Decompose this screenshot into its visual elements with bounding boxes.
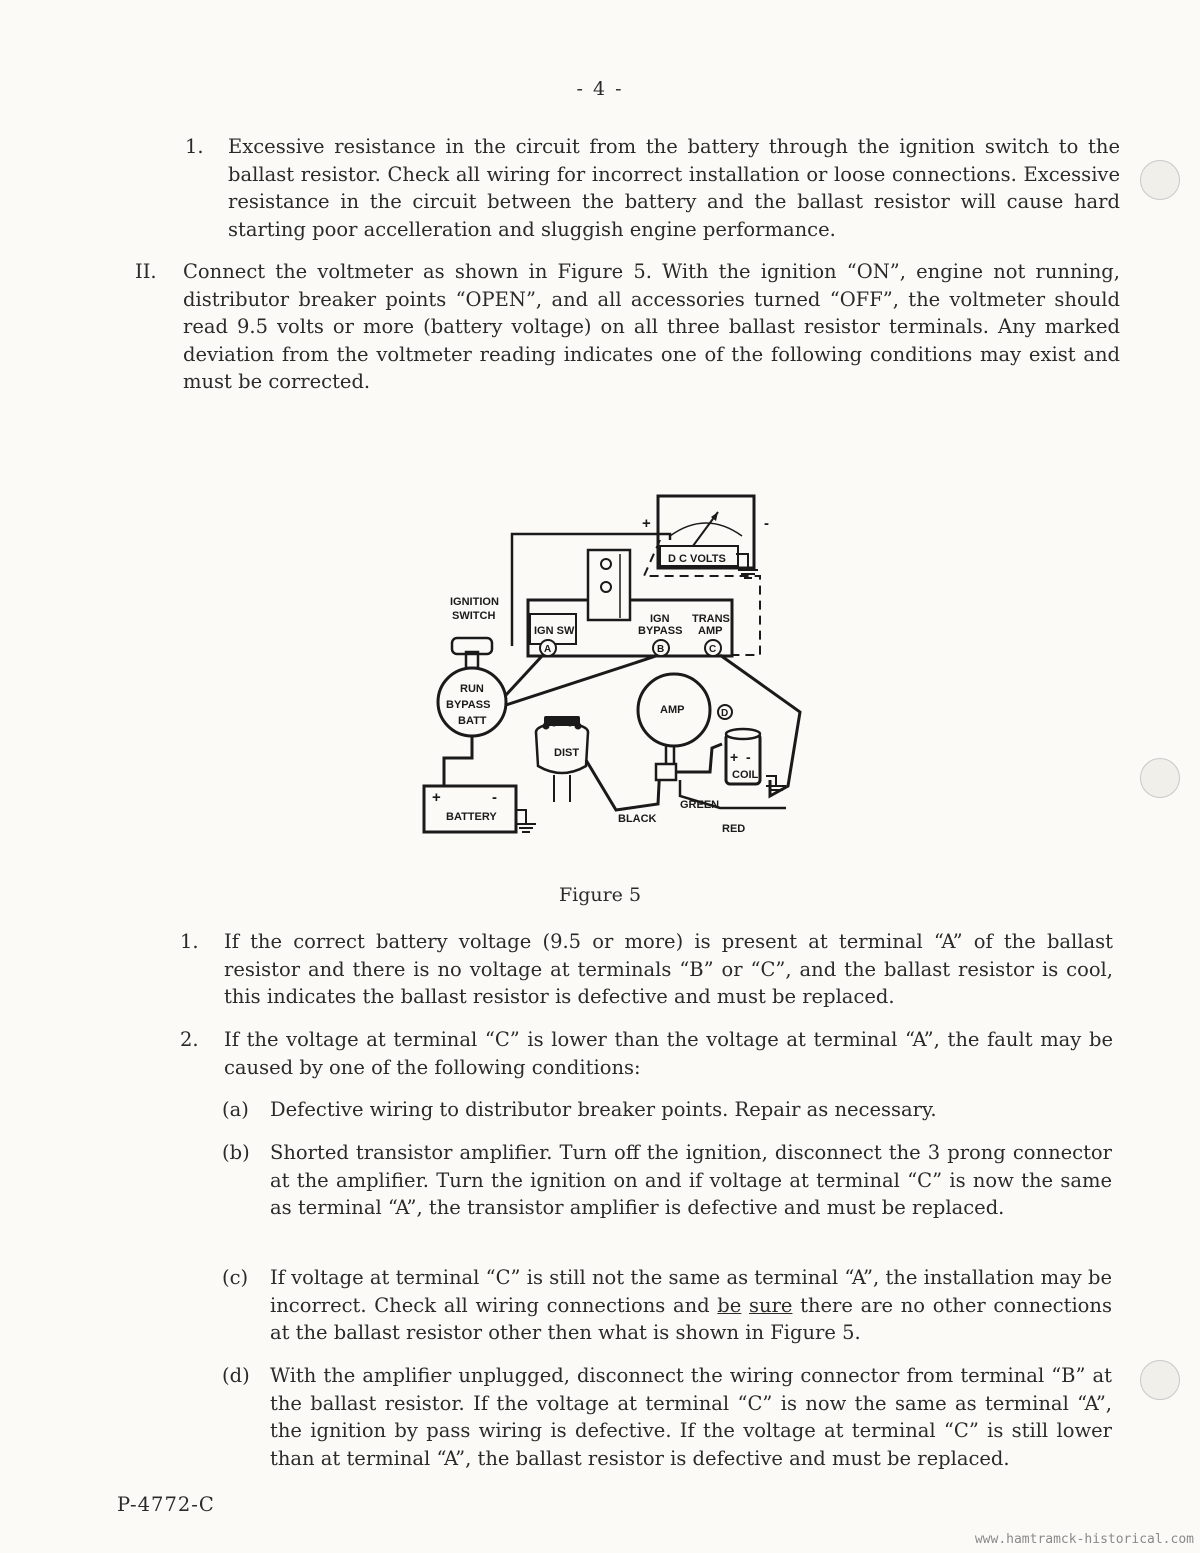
list-item-2-text: If the voltage at terminal “C” is lower than the voltage at terminal “A”, the fault may be caused by one of the following conditions: — [224, 1028, 1113, 1079]
section-2-text: Connect the voltmeter as shown in Figure 5. With the ignition “ON”, engine not running, distributor breaker points “OPEN”, and all accessories turned “OFF”, the voltmeter should read 9.5 volts or more (battery voltage) on all three ballast resistor terminals. Any marked deviation from the voltmeter reading indicates one of the following conditions may exist and must be corrected. — [183, 260, 1120, 393]
subitem-b-label: (b) — [222, 1141, 250, 1164]
website-watermark: www.hamtramck-historical.com — [974, 1532, 1194, 1547]
punch-hole-top — [1140, 160, 1180, 200]
switch-batt-label: BATT — [458, 715, 487, 727]
page-number: - 4 - — [576, 78, 624, 100]
coil-plus: + — [730, 749, 739, 765]
subitem-a-text: Defective wiring to distributor breaker points. Repair as necessary. — [270, 1098, 937, 1121]
subitem-c-text-after: there are no other connections at the ballast resistor other then what is shown in Figure 5. — [270, 1293, 1112, 1344]
amplifier-connector — [656, 764, 676, 780]
list-item-1-text: If the correct battery voltage (9.5 or more) is present at terminal “A” of the ballast resistor and there is no voltage at terminals “B” or “C”, and the ballast resistor is cool, this indicates the ballast resistor is defective and must be replaced. — [224, 930, 1113, 1008]
subitem-c-text — [270, 1264, 1112, 1347]
list-item-1-number: 1. — [180, 930, 199, 953]
subitem-d-label: (d) — [222, 1364, 250, 1387]
subitem-c-space — [741, 1294, 749, 1317]
subitem-a-label: (a) — [222, 1098, 249, 1121]
wire-green — [676, 744, 722, 772]
coil-label: COIL — [732, 769, 759, 781]
intro-text: Excessive resistance in the circuit from the battery through the ignition switch to the ballast resistor. Check all wiring for incorrect installation or loose connections. Excessive resistance in the circuit between the battery and the ballast resistor will cause hard starting poor accelleration and sluggish engine performance. — [228, 135, 1120, 241]
wire-black-dist — [586, 760, 660, 810]
ign-sw-label: IGN SW — [534, 625, 575, 637]
coil-minus: - — [746, 749, 751, 765]
section-2-number: II. — [135, 260, 157, 283]
wire-red-label: RED — [722, 823, 746, 835]
subitem-c-emphasis-sure: sure — [749, 1293, 793, 1317]
subitem-c-text-before: If voltage at terminal “C” is still not the same as terminal “A”, the installation may be incorrect. Check all wiring connections and — [270, 1266, 1112, 1317]
punch-hole-middle — [1140, 758, 1180, 798]
wire-black-label: BLACK — [618, 813, 657, 825]
voltmeter-label: D C VOLTS — [668, 553, 726, 565]
terminal-a-label: A — [544, 644, 552, 655]
terminal-b-label: B — [657, 644, 665, 655]
battery-minus: - — [492, 789, 497, 806]
wiring-diagram — [420, 490, 810, 850]
battery-label: BATTERY — [446, 811, 497, 823]
wire-switch-to-battery — [444, 736, 472, 786]
intro-number: 1. — [185, 135, 204, 158]
list-item-2-number: 2. — [180, 1028, 199, 1051]
wire-bypass-to-b — [506, 656, 656, 705]
wire-switch-to-a — [506, 656, 542, 695]
document-code: P-4772-C — [117, 1493, 215, 1516]
ignition-switch-title-1: IGNITION — [450, 596, 499, 608]
subitem-d-text: With the amplifier unplugged, disconnect the wiring connector from terminal “B” at the ballast resistor. If the voltage at terminal “C” is now the same as terminal “A”, the ignition by pass wiring is defective. If the voltage at terminal “C” is still lower than at terminal “A”, the ballast resistor is defective and must be replaced. — [270, 1364, 1112, 1470]
figure-caption: Figure 5 — [558, 884, 642, 906]
dist-label: DIST — [554, 747, 580, 759]
subitem-c-emphasis-be: be — [717, 1293, 742, 1317]
terminal-c-label: C — [709, 644, 717, 655]
terminal-d-label: D — [721, 708, 729, 719]
amp-label: AMP — [660, 704, 685, 716]
battery-plus: + — [432, 789, 441, 806]
wire-green-label: GREEN — [680, 799, 720, 811]
ign-bypass-label-2: BYPASS — [638, 625, 683, 637]
ignition-switch-title-2: SWITCH — [452, 610, 496, 622]
ign-bypass-label-1: IGN — [650, 613, 670, 625]
trans-amp-label-2: AMP — [698, 625, 723, 637]
punch-hole-bottom — [1140, 1360, 1180, 1400]
switch-bypass-label: BYPASS — [446, 699, 491, 711]
switch-run-label: RUN — [460, 683, 484, 695]
subitem-b-text: Shorted transistor amplifier. Turn off the ignition, disconnect the 3 prong connector at the amplifier. Turn the ignition on and if voltage at terminal “C” is now the same as terminal “A”, the transistor amplifier is defective and must be replaced. — [270, 1141, 1112, 1219]
voltmeter-minus: - — [764, 515, 769, 532]
voltmeter-plus: + — [642, 515, 651, 532]
trans-amp-label-1: TRANS — [692, 613, 730, 625]
subitem-c-label: (c) — [222, 1266, 249, 1289]
